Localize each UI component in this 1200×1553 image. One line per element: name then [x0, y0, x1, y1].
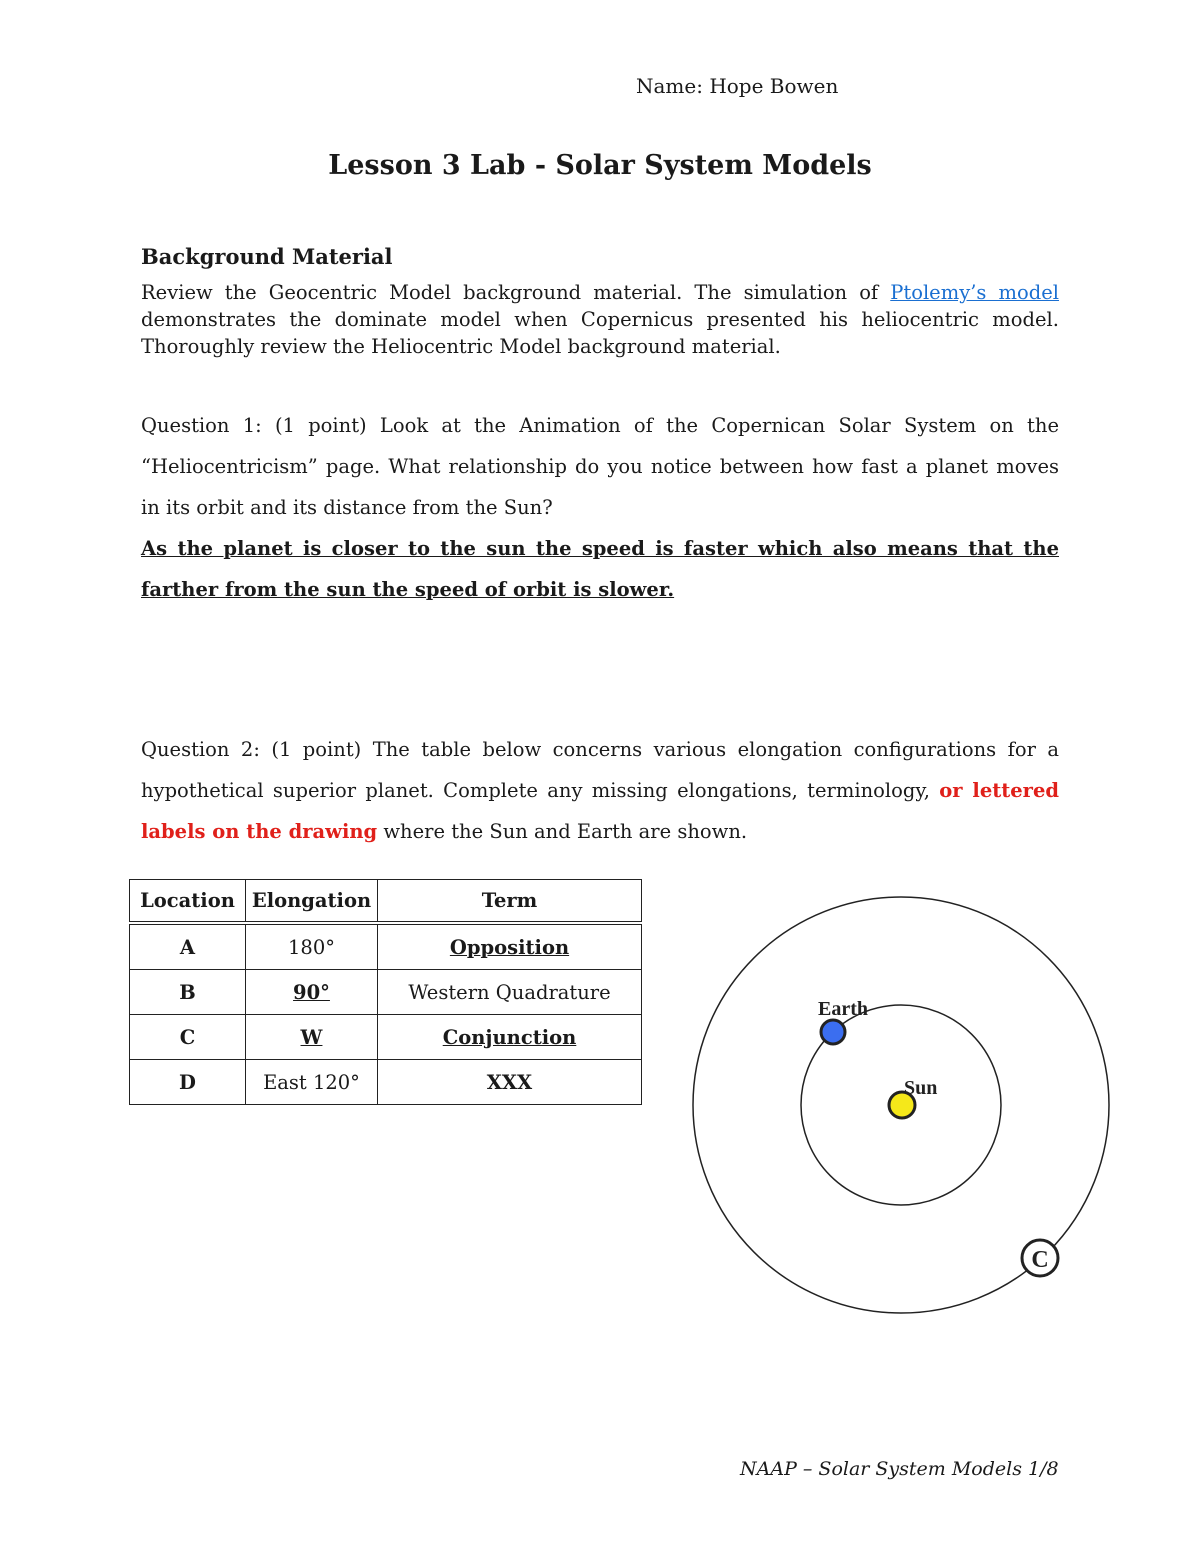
- table-row: [130, 1015, 642, 1060]
- table-row: [130, 970, 642, 1015]
- background-text-2: demonstrates the dominate model when Copernicus presented his heliocentric model. Thoroughly review the Heliocentric Model background material.: [141, 308, 1059, 358]
- cell-elongation: 90°: [246, 970, 378, 1015]
- elongation-table: [129, 879, 642, 1105]
- question-1-text: Question 1: (1 point) Look at the Animation of the Copernican Solar System on the “Heliocentricism” page. What relationship do you notice between how fast a planet moves in its orbit and its distance from the Sun?: [141, 414, 1059, 519]
- earth-label: Earth: [818, 998, 868, 1020]
- cell-elongation: 180°: [246, 923, 378, 970]
- sun-label: Sun: [904, 1077, 938, 1099]
- cell-location: C: [130, 1015, 246, 1060]
- background-paragraph: [141, 279, 1059, 360]
- header-location: Location: [130, 880, 246, 924]
- header-term: Term: [378, 880, 642, 924]
- cell-elongation: East 120°: [246, 1060, 378, 1105]
- cell-location: B: [130, 970, 246, 1015]
- cell-term: XXX: [378, 1060, 642, 1105]
- question-2-text-1: Question 2: (1 point) The table below concerns various elongation configurations for a hypothetical superior planet. Complete any missing elongations, terminology,: [141, 738, 1059, 802]
- background-heading: Background Material: [141, 244, 393, 269]
- question-2: [141, 729, 1059, 852]
- student-name: Name: Hope Bowen: [636, 74, 839, 98]
- cell-elongation: W: [246, 1015, 378, 1060]
- planet-c-label: C: [1031, 1247, 1049, 1273]
- cell-term: Conjunction: [378, 1015, 642, 1060]
- cell-location: D: [130, 1060, 246, 1105]
- question-2-text-2: where the Sun and Earth are shown.: [377, 820, 748, 843]
- earth: [821, 1020, 845, 1044]
- question-2-red-text: or lettered labels on the drawing: [141, 779, 1059, 843]
- table-row: [130, 923, 642, 970]
- question-1-answer: As the planet is closer to the sun the speed is faster which also means that the farther from the sun the speed of orbit is slower.: [141, 537, 1059, 601]
- ptolemy-model-link[interactable]: Ptolemy’s model: [890, 281, 1060, 304]
- orbit-diagram: [680, 890, 1120, 1330]
- table-header-row: [130, 880, 642, 924]
- header-elongation: Elongation: [246, 880, 378, 924]
- cell-term: Western Quadrature: [378, 970, 642, 1015]
- cell-term: Opposition: [378, 923, 642, 970]
- background-text-1: Review the Geocentric Model background material. The simulation of: [141, 281, 891, 304]
- question-1: [141, 405, 1059, 610]
- page-footer: NAAP – Solar System Models 1/8: [740, 1458, 1059, 1480]
- cell-location: A: [130, 923, 246, 970]
- page-title: Lesson 3 Lab - Solar System Models: [328, 150, 872, 181]
- table-row: [130, 1060, 642, 1105]
